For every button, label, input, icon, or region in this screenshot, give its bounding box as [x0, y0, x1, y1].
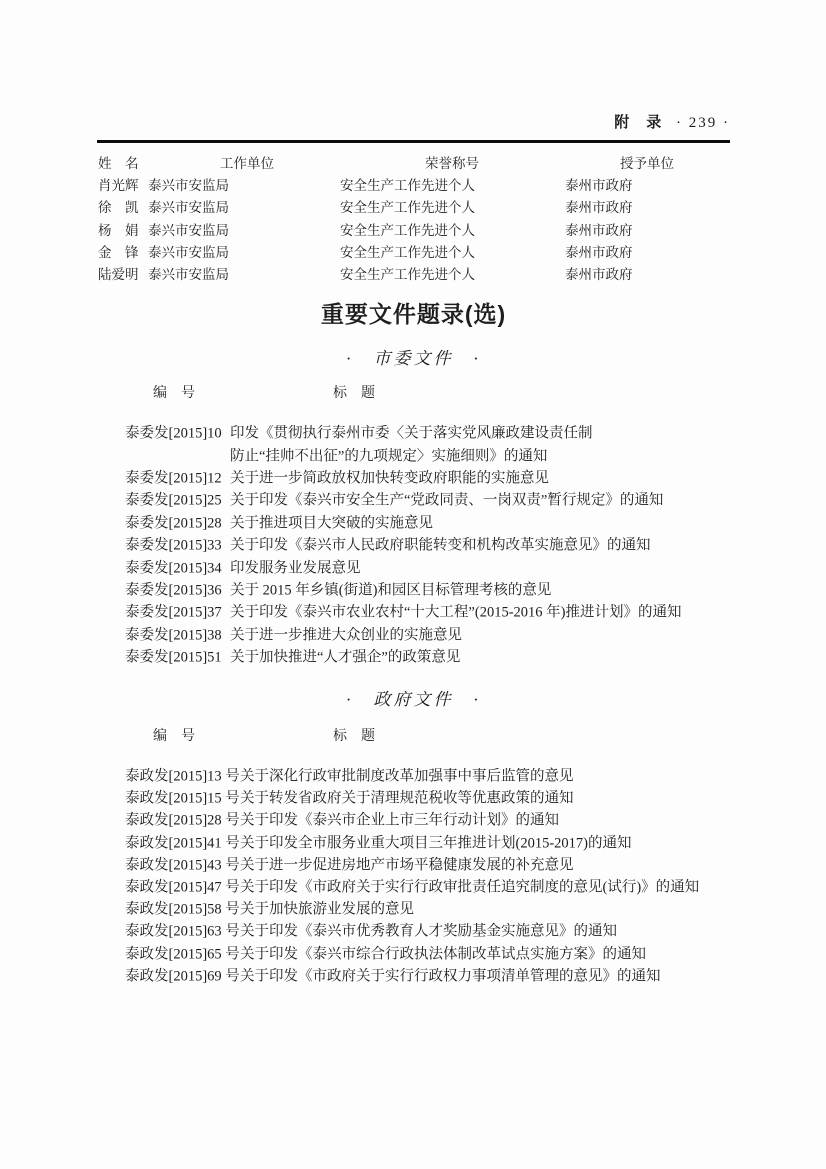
honor-table-header [97, 151, 777, 173]
column-label-title: 标 题 [333, 386, 375, 401]
doc-code: 泰委发[2015]12 [125, 470, 222, 487]
page-number: · 239 · [676, 115, 730, 131]
honor-title: 安全生产工作先进个人 [340, 200, 475, 216]
doc-item [97, 942, 817, 964]
doc-code: 泰委发[2015]28 [125, 515, 222, 532]
work-unit: 泰兴市安监局 [148, 200, 229, 216]
running-head [97, 111, 730, 132]
person-name: 金 锋 [98, 244, 139, 260]
work-unit: 泰兴市安监局 [148, 267, 229, 283]
doc-title-text: 关于深化行政审批制度改革加强事中事后监管的意见 [240, 768, 574, 785]
doc-title-text: 印发《贯彻执行泰州市委〈关于落实党风廉政建设责任制 [230, 425, 593, 442]
doc-title-text: 关于印发《泰兴市企业上市三年行动计划》的通知 [240, 812, 559, 829]
person-name: 肖光辉 [98, 178, 139, 194]
doc-code: 泰委发[2015]34 [125, 560, 222, 577]
honor-table-row [97, 195, 777, 217]
doc-code: 泰政发[2015]13 号 [125, 768, 240, 785]
list-column-header [97, 725, 730, 747]
doc-title-text: 关于印发《泰兴市安全生产“党政同责、一岗双责”暂行规定》的通知 [230, 492, 664, 509]
doc-title-text: 关于加快旅游业发展的意见 [240, 901, 414, 918]
doc-title-text: 关于加快推进“人才强企”的政策意见 [230, 649, 461, 666]
honor-col-honor: 荣誉称号 [425, 156, 479, 172]
doc-code: 泰政发[2015]58 号 [125, 901, 240, 918]
honor-title: 安全生产工作先进个人 [340, 267, 475, 283]
work-unit: 泰兴市安监局 [148, 178, 229, 194]
doc-title-text: 关于印发全市服务业重大项目三年推进计划(2015-2017)的通知 [240, 835, 632, 852]
honor-col-unit: 工作单位 [220, 156, 274, 172]
doc-item [97, 600, 817, 622]
doc-item [97, 853, 817, 875]
doc-item [97, 623, 817, 645]
government-document-list [97, 764, 817, 986]
doc-item [97, 421, 817, 443]
awarding-unit: 泰州市政府 [565, 267, 633, 283]
doc-item [97, 875, 817, 897]
work-unit: 泰兴市安监局 [148, 222, 229, 238]
doc-item [97, 831, 817, 853]
doc-title-text: 防止“挂帅不出征”的九项规定〉实施细则》的通知 [230, 448, 548, 465]
doc-title-text: 关于转发省政府关于清理规范税收等优惠政策的通知 [240, 790, 574, 807]
honor-col-name: 姓 名 [98, 156, 139, 172]
appendix-label: 附 录 [614, 114, 663, 131]
doc-title-text: 关于进一步推进大众创业的实施意见 [230, 627, 462, 644]
doc-code: 泰委发[2015]36 [125, 582, 222, 599]
doc-code: 泰政发[2015]15 号 [125, 790, 240, 807]
person-name: 陆爱明 [98, 267, 139, 283]
honor-title: 安全生产工作先进个人 [340, 222, 475, 238]
honor-title: 安全生产工作先进个人 [340, 178, 475, 194]
doc-code: 泰委发[2015]10 [125, 425, 222, 442]
doc-item [97, 897, 817, 919]
doc-title-text: 关于进一步促进房地产市场平稳健康发展的补充意见 [240, 857, 574, 874]
doc-item [97, 919, 817, 941]
doc-title-text: 印发服务业发展意见 [230, 560, 361, 577]
honor-col-awarder: 授予单位 [620, 156, 674, 172]
doc-title-text: 关于印发《泰兴市农业农村“十大工程”(2015-2016 年)推进计划》的通知 [230, 604, 682, 621]
doc-code: 泰委发[2015]37 [125, 604, 222, 621]
doc-item [97, 645, 817, 667]
awarding-unit: 泰州市政府 [565, 222, 633, 238]
doc-item [97, 578, 817, 600]
doc-title-text: 关于印发《泰兴市人民政府职能转变和机构改革实施意见》的通知 [230, 537, 651, 554]
column-label-title: 标 题 [333, 729, 375, 744]
doc-code: 泰政发[2015]43 号 [125, 857, 240, 874]
doc-item [97, 533, 817, 555]
awarding-unit: 泰州市政府 [565, 244, 633, 260]
section-heading-committee-documents: · 市委文件 · [346, 349, 481, 368]
doc-code: 泰委发[2015]25 [125, 492, 222, 509]
doc-title-text: 关于进一步简政放权加快转变政府职能的实施意见 [230, 470, 549, 487]
column-label-code: 编 号 [153, 386, 195, 401]
doc-code: 泰政发[2015]63 号 [125, 923, 240, 940]
doc-item [97, 786, 817, 808]
person-name: 徐 凯 [98, 200, 139, 216]
list-column-header [97, 382, 730, 404]
committee-document-list [97, 421, 817, 667]
awarding-unit: 泰州市政府 [565, 200, 633, 216]
awarding-unit: 泰州市政府 [565, 178, 633, 194]
honor-table-row [97, 218, 777, 240]
honor-table-row [97, 262, 777, 284]
doc-item [97, 964, 817, 986]
doc-item [97, 488, 817, 510]
doc-item [97, 764, 817, 786]
doc-code: 泰政发[2015]41 号 [125, 835, 240, 852]
honor-title: 安全生产工作先进个人 [340, 244, 475, 260]
honor-table [97, 151, 777, 284]
honor-table-row [97, 173, 777, 195]
doc-code: 泰政发[2015]69 号 [125, 968, 240, 985]
header-divider-rule [97, 140, 730, 143]
doc-code: 泰委发[2015]51 [125, 649, 222, 666]
person-name: 杨 娟 [98, 222, 139, 238]
doc-code: 泰政发[2015]65 号 [125, 946, 240, 963]
work-unit: 泰兴市安监局 [148, 244, 229, 260]
doc-title-text: 关于印发《市政府关于实行行政审批责任追究制度的意见(试行)》的通知 [240, 879, 700, 896]
column-label-code: 编 号 [153, 729, 195, 744]
honor-table-row [97, 240, 777, 262]
page-title: 重要文件题录(选) [320, 301, 507, 327]
doc-title-text: 关于 2015 年乡镇(街道)和园区目标管理考核的意见 [230, 582, 552, 599]
doc-code: 泰委发[2015]33 [125, 537, 222, 554]
doc-code: 泰政发[2015]28 号 [125, 812, 240, 829]
doc-item [97, 555, 817, 577]
doc-item [97, 511, 817, 533]
doc-title-text: 关于印发《泰兴市综合行政执法体制改革试点实施方案》的通知 [240, 946, 646, 963]
doc-item [97, 808, 817, 830]
doc-title-text: 关于推进项目大突破的实施意见 [230, 515, 433, 532]
section-heading-government-documents: · 政府文件 · [346, 690, 481, 709]
doc-item-continuation [97, 443, 817, 465]
doc-title-text: 关于印发《市政府关于实行行政权力事项清单管理的意见》的通知 [240, 968, 661, 985]
doc-item [97, 466, 817, 488]
doc-title-text: 关于印发《泰兴市优秀教育人才奖励基金实施意见》的通知 [240, 923, 617, 940]
doc-code: 泰委发[2015]38 [125, 627, 222, 644]
doc-code: 泰政发[2015]47 号 [125, 879, 240, 896]
